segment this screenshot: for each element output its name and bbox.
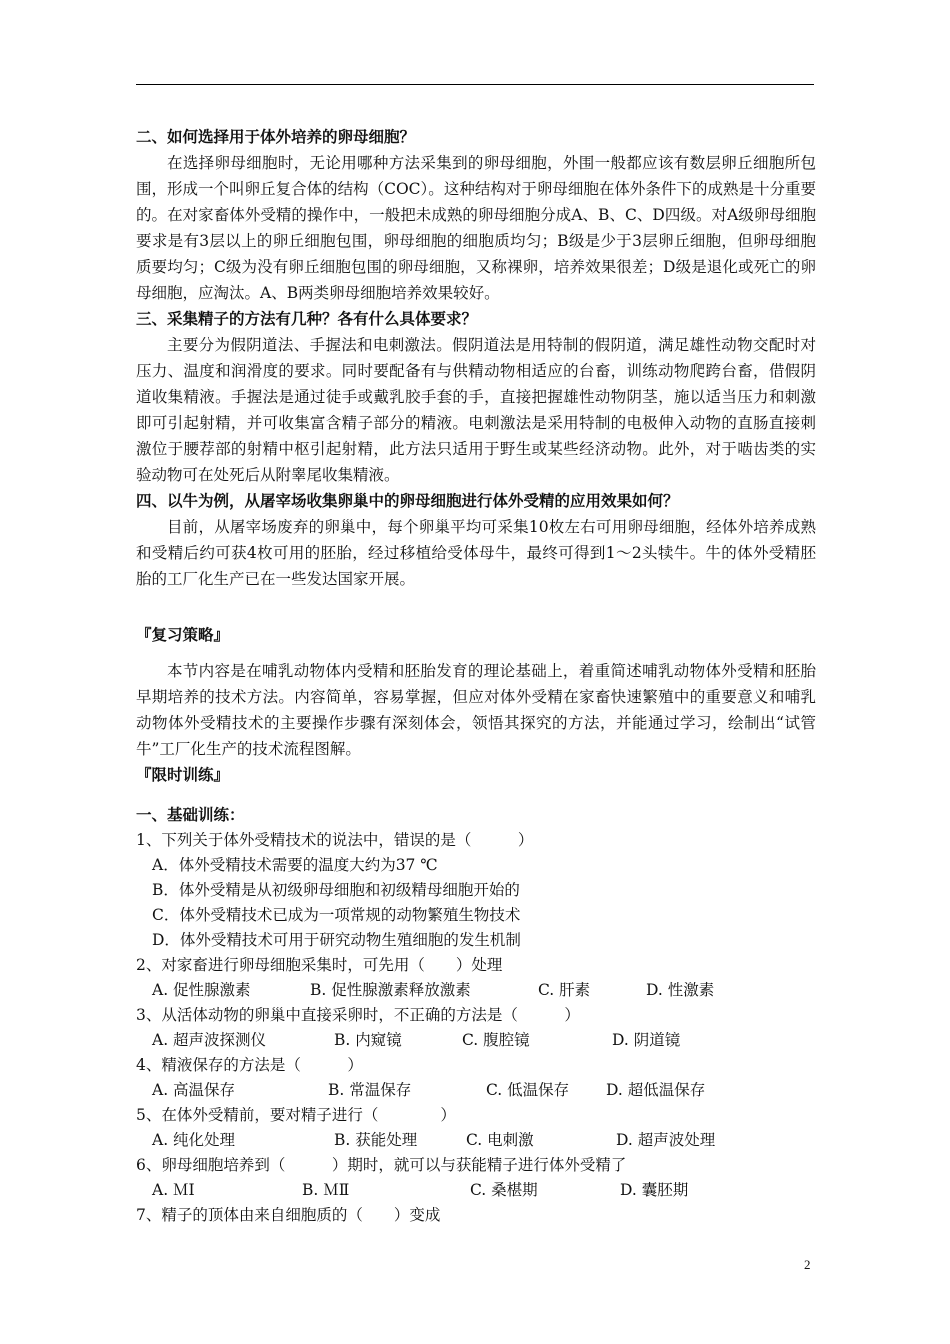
question-3-option-c: C. 腹腔镜 [462, 1031, 530, 1049]
question-4-option-d: D. 超低温保存 [606, 1081, 706, 1099]
question-1-stem: 1、下列关于体外受精技术的说法中，错误的是（ ） [136, 831, 534, 849]
question-7-stem: 7、精子的顶体由来自细胞质的（ ）变成 [136, 1206, 441, 1224]
question-4-option-a: A. 高温保存 [152, 1081, 236, 1099]
question-5-options [136, 1128, 816, 1153]
review-strategy-title: 『复习策略』 [136, 625, 230, 644]
section-2-heading: 二、如何选择用于体外培养的卵母细胞？ [136, 127, 416, 146]
section-4-heading: 四、以牛为例，从屠宰场收集卵巢中的卵母细胞进行体外受精的应用效果如何？ [136, 491, 679, 510]
question-1-option-c: C．体外受精技术已成为一项常规的动物繁殖生物技术 [152, 906, 521, 924]
basic-training-heading: 一、基础训练： [136, 805, 245, 824]
question-1-option-b: B．体外受精是从初级卵母细胞和初级精母细胞开始的 [152, 881, 520, 899]
question-4-option-b: B. 常温保存 [328, 1081, 412, 1099]
question-6-option-d: D. 囊胚期 [620, 1181, 689, 1199]
question-3-option-b: B. 内窥镜 [334, 1031, 402, 1049]
section-3-text: 主要分为假阴道法、手握法和电刺激法。假阴道法是用特制的假阴道，满足雄性动物交配时对压力、温度和润滑度的要求。同时要配备有与供精动物相适应的台畜，训练动物爬跨台畜，借假阴道收集精液。手握法是通过徒手或戴乳胶手套的手，直接把握雄性动物阴茎，施以适当压力和刺激即可引起射精，并可收集富含精子部分的精液。电刺激法是采用特制的电极伸入动物的直肠直接刺激位于腰荐部的射精中枢引起射精，此方法只适用于野生或某些经济动物。此外，对于啮齿类的实验动物可在处死后从附睾尾收集精液。 [136, 336, 816, 484]
header-rule [136, 84, 814, 85]
question-2-options [136, 978, 816, 1003]
question-3-option-d: D. 阴道镜 [612, 1031, 681, 1049]
page-number: 2 [804, 1257, 811, 1272]
question-4-options [136, 1078, 816, 1103]
section-2-text: 在选择卵母细胞时，无论用哪种方法采集到的卵母细胞，外围一般都应该有数层卵丘细胞所包围，形成一个叫卵丘复合体的结构（COC）。这种结构对于卵母细胞在体外条件下的成熟是十分重要的。在对家畜体外受精的操作中，一般把未成熟的卵母细胞分成A、B、C、D四级。对A级卵母细胞要求是有3层以上的卵丘细胞包围，卵母细胞的细胞质均匀；B级是少于3层卵丘细胞，但卵母细胞质要均匀；C级为没有卵丘细胞包围的卵母细胞，又称裸卵，培养效果很差；D级是退化或死亡的卵母细胞，应淘汰。A、B两类卵母细胞培养效果较好。 [136, 154, 816, 302]
question-1-option-a: A．体外受精技术需要的温度大约为37 ℃ [152, 856, 438, 874]
question-6-option-c: C. 桑椹期 [470, 1181, 538, 1199]
review-strategy-text: 本节内容是在哺乳动物体内受精和胚胎发育的理论基础上，着重简述哺乳动物体外受精和胚胎早期培养的技术方法。内容简单，容易掌握，但应对体外受精在家畜快速繁殖中的重要意义和哺乳动物体外受精技术的主要操作步骤有深刻体会，领悟其探究的方法，并能通过学习，绘制出“试管牛”工厂化生产的技术流程图解。 [136, 662, 816, 758]
question-2-option-a: A. 促性腺激素 [152, 981, 251, 999]
question-2-stem: 2、对家畜进行卵母细胞采集时，可先用（ ）处理 [136, 956, 503, 974]
page-content [136, 124, 816, 1228]
question-4-option-c: C. 低温保存 [486, 1081, 570, 1099]
section-4-text: 目前，从屠宰场废弃的卵巢中，每个卵巢平均可采集10枚左右可用卵母细胞，经体外培养成熟和受精后约可获4枚可用的胚胎，经过移植给受体母牛，最终可得到1～2头犊牛。牛的体外受精胚胎的工厂化生产已在一些发达国家开展。 [136, 518, 816, 588]
timed-training-title: 『限时训练』 [136, 765, 230, 784]
question-5-option-b: B. 获能处理 [334, 1131, 418, 1149]
question-2-option-b: B. 促性腺激素释放激素 [310, 981, 471, 999]
question-6-stem: 6、卵母细胞培养到（ ）期时，就可以与获能精子进行体外受精了 [136, 1156, 627, 1174]
question-1-option-d: D．体外受精技术可用于研究动物生殖细胞的发生机制 [152, 931, 521, 949]
question-2-option-d: D. 性激素 [646, 981, 715, 999]
question-5-option-d: D. 超声波处理 [616, 1131, 716, 1149]
question-6-option-b: B. ＭⅡ [302, 1181, 350, 1199]
question-6-option-a: A. ＭⅠ [152, 1181, 195, 1199]
question-5-stem: 5、在体外受精前，要对精子进行（ ） [136, 1106, 456, 1124]
question-2-option-c: C. 肝素 [538, 981, 591, 999]
question-3-option-a: A. 超声波探测仪 [152, 1031, 267, 1049]
question-3-options [136, 1028, 816, 1053]
question-5-option-a: A. 纯化处理 [152, 1131, 236, 1149]
question-5-option-c: C. 电刺激 [466, 1131, 534, 1149]
question-3-stem: 3、从活体动物的卵巢中直接采卵时，不正确的方法是（ ） [136, 1006, 580, 1024]
section-3-heading: 三、采集精子的方法有几种？各有什么具体要求？ [136, 309, 478, 328]
question-6-options [136, 1178, 816, 1203]
question-4-stem: 4、精液保存的方法是（ ） [136, 1056, 363, 1074]
